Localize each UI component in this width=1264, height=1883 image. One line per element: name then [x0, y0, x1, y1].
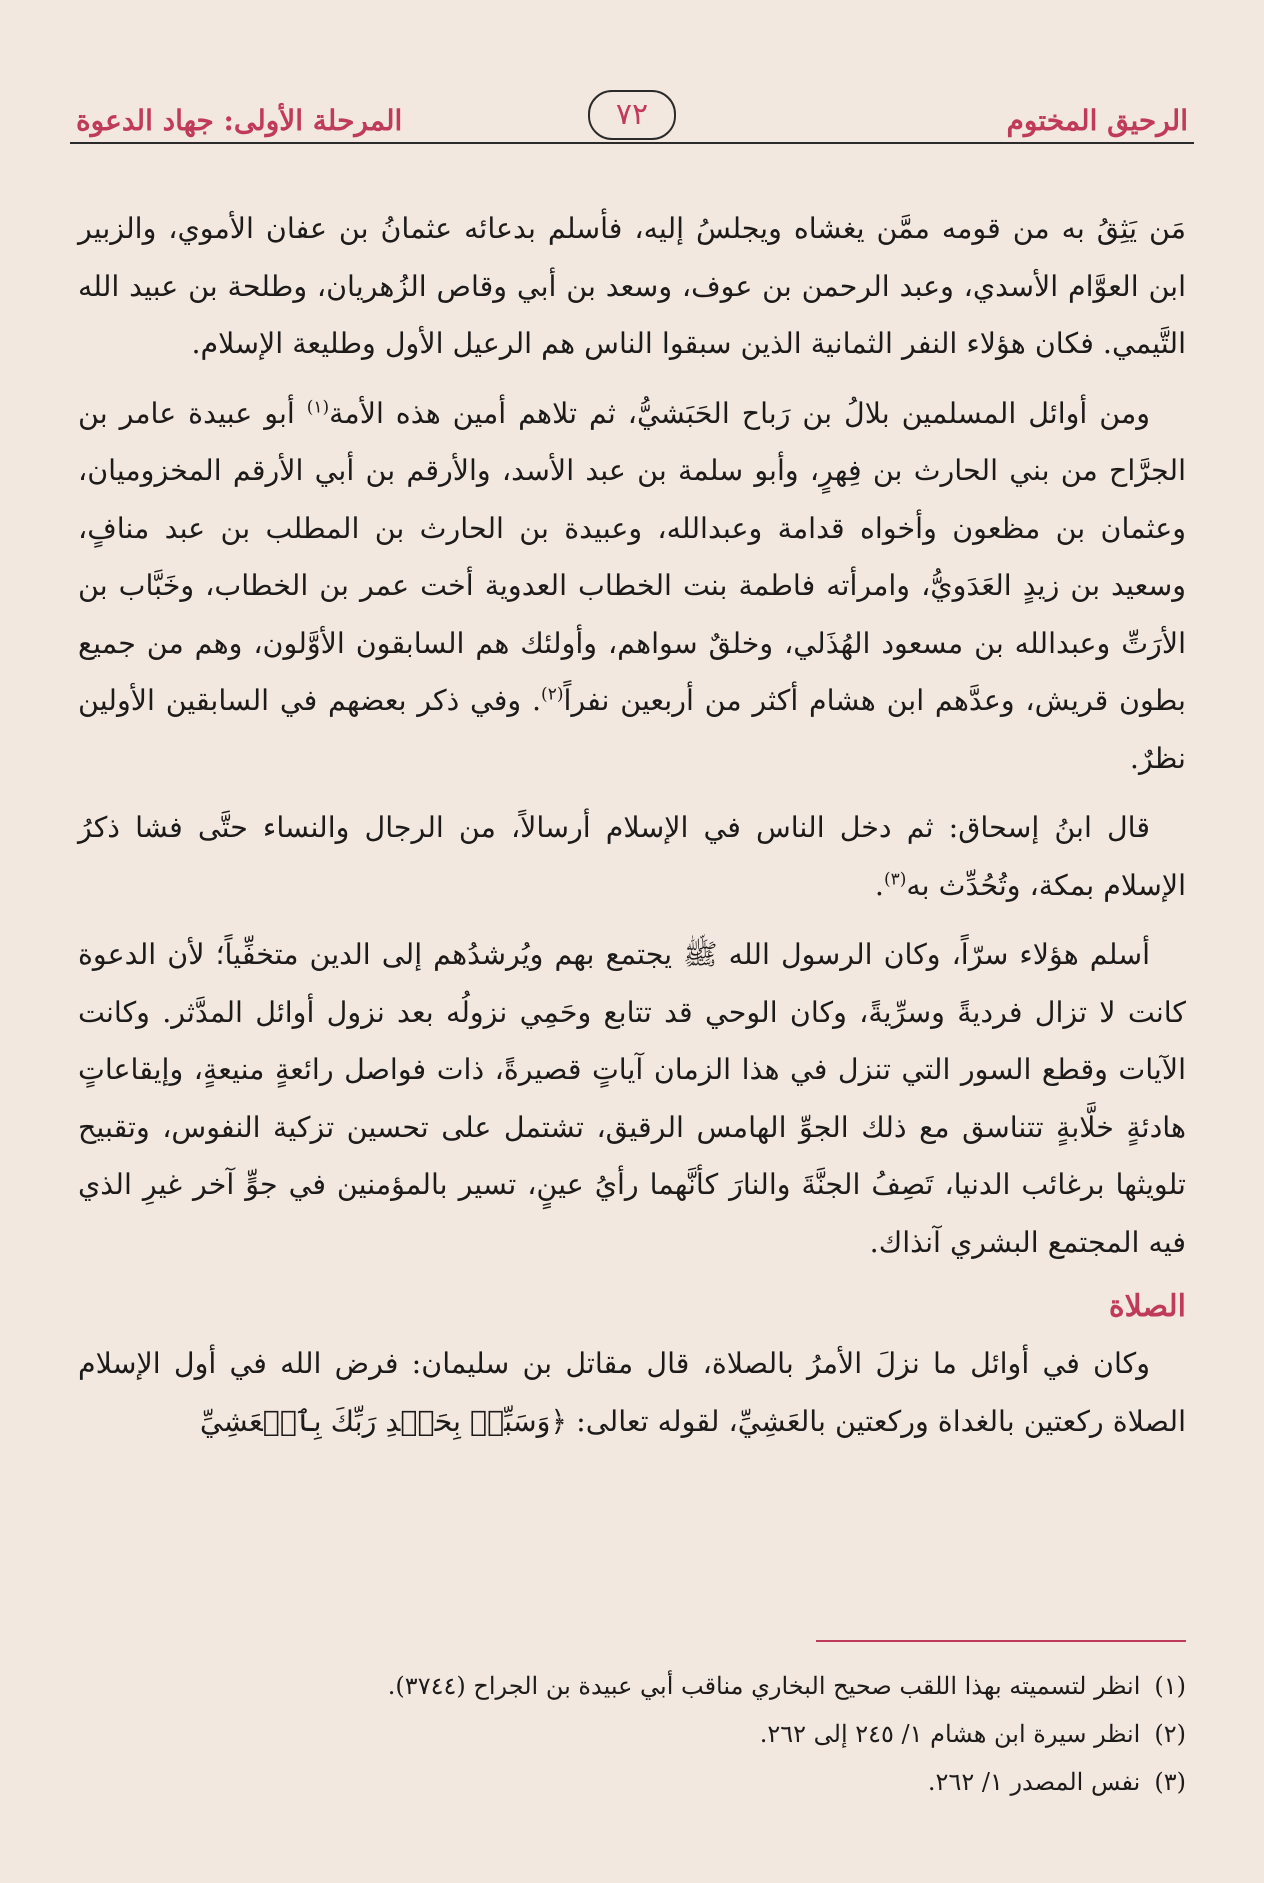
footnote-text: انظر لتسميته بهذا اللقب صحيح البخاري مناقب أبي عبيدة بن الجراح (٣٧٤٤).: [387, 1672, 1141, 1700]
paragraph-5: وكان في أوائل ما نزلَ الأمرُ بالصلاة، قال مقاتل بن سليمان: فرض الله في أول الإسلام الصلاة ركعتين بالغداة وركعتين بالعَشِيِّ، لقوله تعالى: ﴿وَسَبِّحۡ بِحَمۡدِ رَبِّكَ بِٱلۡعَشِيِّ: [78, 1347, 1186, 1438]
footnote-ref-3: (٣): [883, 869, 907, 889]
section-title-prayer: الصلاة: [1108, 1289, 1186, 1324]
footnote-item: [78, 1710, 1186, 1758]
footnote-item: [78, 1758, 1186, 1806]
footnote-text: نفس المصدر ١/ ٢٦٢.: [927, 1768, 1141, 1796]
footnote-item: [78, 1662, 1186, 1710]
footnote-number: (٢): [1154, 1720, 1186, 1748]
paragraph-2-part-b: أبو عبيدة عامر بن الجرَّاح من بني الحارث بن فِهرٍ، وأبو سلمة بن عبد الأسد، والأرقم بن أبي الأرقم المخزوميان، وعثمان بن مظعون وأخواه قدامة وعبدالله، وعبيدة بن الحارث بن المطلب بن عبد منافٍ، وسعيد بن زيدٍ العَدَويُّ، وامرأته فاطمة بنت الخطاب العدوية أخت عمر بن الخطاب، وخَبَّاب بن الأرَتِّ وعبدالله بن مسعود الهُذَلي، وخلقٌ سواهم، وأولئك هم السابقون الأوَّلون، وهم من جميع بطون قريش، وعدَّهم ابن هشام أكثر من أربعين نفراً: [78, 396, 1186, 717]
book-title: الرحيق المختوم: [1006, 104, 1188, 137]
footnotes: [78, 1662, 1186, 1806]
footnote-number: (٣): [1154, 1768, 1186, 1796]
paragraph-1: مَن يَثِقُ به من قومه ممَّن يغشاه ويجلسُ إليه، فأسلم بدعائه عثمانُ بن عفان الأموي، والزبير ابن العوَّام الأسدي، وعبد الرحمن بن عوف، وسعد بن أبي وقاص الزُهريان، وطلحة بن عبيد الله التَّيمي. فكان هؤلاء النفر الثمانية الذين سبقوا الناس هم الرعيل الأول وطليعة الإسلام.: [78, 212, 1186, 360]
paragraph-3-part-b: .: [874, 868, 884, 902]
paragraph-2-part-c: . وفي ذكر بعضهم في السابقين الأولين نظرٌ.: [78, 684, 1186, 775]
footnote-divider: [816, 1640, 1186, 1642]
page-header: [70, 82, 1194, 144]
main-text: [78, 200, 1186, 1462]
paragraph-2-part-a: ومن أوائل المسلمين بلالُ بن رَباح الحَبَشيُّ، ثم تلاهم أمين هذه الأمة: [329, 396, 1150, 430]
paragraph-3-part-a: قال ابنُ إسحاق: ثم دخل الناس في الإسلام أرسالاً، من الرجال والنساء حتَّى فشا ذكرُ الإسلام بمكة، وتُحُدِّث به: [78, 811, 1186, 902]
section-heading: المرحلة الأولى: جهاد الدعوة: [76, 104, 403, 137]
paragraph-4: أسلم هؤلاء سرّاً، وكان الرسول الله ﷺ يجتمع بهم ويُرشدُهم إلى الدين متخفِّياً؛ لأن الدعوة كانت لا تزال فرديةً وسرِّيةً، وكان الوحي قد تتابع وحَمِي نزولُه بعد نزول أوائل المدَّثر. وكانت الآيات وقطع السور التي تنزل في هذا الزمان آياتٍ قصيرةً، ذات فواصل رائعةٍ منيعةٍ، وإيقاعاتٍ هادئةٍ خلَّابةٍ تتناسق مع ذلك الجوِّ الهامس الرقيق، تشتمل على تحسين تزكية النفوس، وتقبيح تلويثها برغائب الدنيا، تَصِفُ الجنَّةَ والنارَ كأنَّهما رأيُ عينٍ، تسير بالمؤمنين في جوٍّ آخر غيرِ الذي فيه المجتمع البشري آنذاك.: [78, 938, 1186, 1259]
footnote-number: (١): [1154, 1672, 1186, 1700]
footnote-ref-1: (١): [306, 397, 330, 417]
page-number: ٧٢: [588, 90, 676, 140]
paragraph-3: [78, 799, 1186, 914]
footnote-ref-2: (٢): [541, 684, 564, 705]
footnote-text: انظر سيرة ابن هشام ١/ ٢٤٥ إلى ٢٦٢.: [759, 1720, 1141, 1748]
paragraph-2: [78, 385, 1186, 788]
